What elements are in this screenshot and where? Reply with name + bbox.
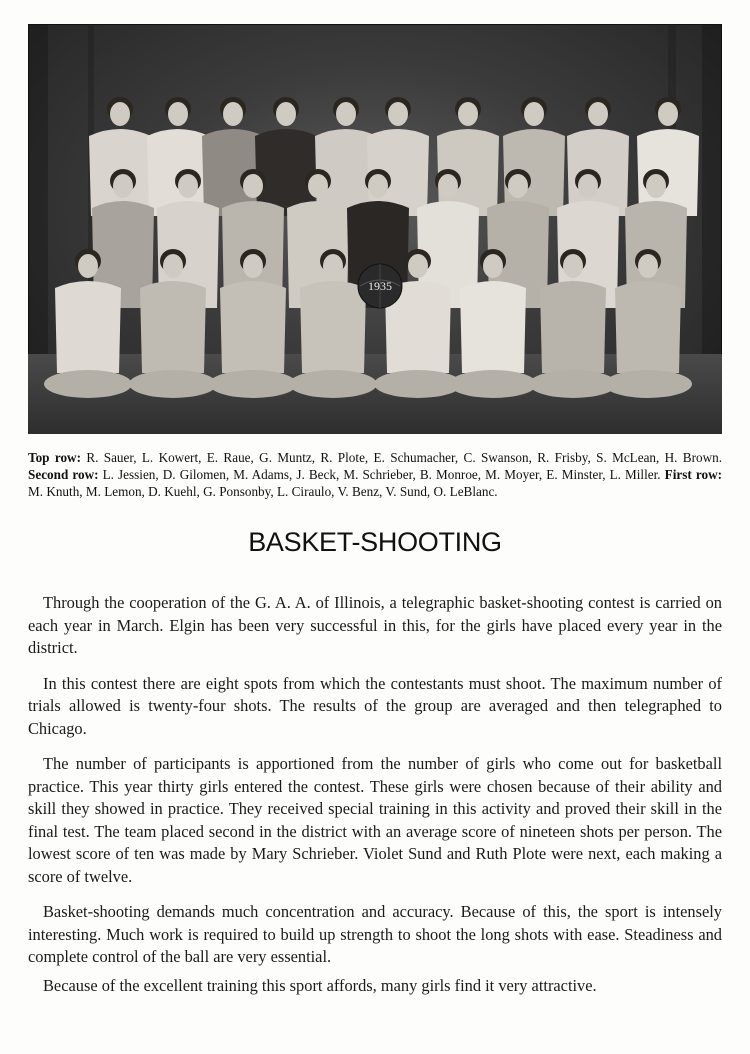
team-photo-illustration bbox=[28, 24, 722, 434]
top-row-girl bbox=[503, 97, 565, 216]
caption-first-row-label: First row: bbox=[664, 467, 722, 483]
top-row-girl bbox=[255, 97, 317, 216]
paragraph: In this contest there are eight spots from which the contestants must shoot. The maximum number of trials allowed is twenty-four shots. The results of the group are averaged and then telegraphed to Chicago. bbox=[28, 673, 722, 738]
caption-top-row-label: Top row: bbox=[28, 450, 81, 465]
team-photograph bbox=[28, 24, 722, 434]
caption-second-row-names: L. Jessien, D. Gilomen, M. Adams, J. Beck, M. Schrieber, B. Monroe, M. Moyer, E. Minster, L. Miller. bbox=[98, 467, 661, 483]
crossed-legs bbox=[44, 370, 132, 398]
crossed-legs bbox=[374, 370, 462, 398]
crossed-legs bbox=[289, 370, 377, 398]
top-row-girl bbox=[202, 97, 264, 216]
caption-top-row-names: R. Sauer, L. Kowert, E. Raue, G. Muntz, R. Plote, E. Schumacher, C. Swanson, R. Frisby, S. McLean, H. Brown. bbox=[80, 450, 723, 465]
paragraph: Through the cooperation of the G. A. A. of Illinois, a telegraphic basket-shooting contest is carried on each year in March. Elgin has been very successful in this, for the girls have placed every year in the district. bbox=[28, 593, 722, 657]
top-row-girl bbox=[147, 97, 209, 216]
top-row-figures bbox=[89, 97, 699, 216]
top-row-girl bbox=[637, 97, 699, 216]
basketball bbox=[358, 264, 402, 308]
top-row-girl bbox=[367, 97, 429, 216]
paragraph: The number of participants is apportioned from the number of girls who come out for basketball practice. This year thirty girls entered the contest. These girls were chosen because of their ability and skill they showed in practice. They received special training in this activity and proved their skill in the final test. The team placed second in the district with an average score of nineteen shots per person. The lowest score of ten was made by Mary Schrieber. Violet Sund and Ruth Plote were next, each making a score of twelve. bbox=[28, 754, 722, 886]
top-row-girl bbox=[89, 97, 151, 216]
caption-first-row-names: M. Knuth, M. Lemon, D. Kuehl, G. Ponsonby, L. Ciraulo, V. Benz, V. Sund, O. LeBlanc. bbox=[28, 484, 498, 500]
crossed-legs bbox=[449, 370, 537, 398]
paragraph: Basket-shooting demands much concentration and accuracy. Because of this, the sport is intensely interesting. Much work is required to build up strength to shoot the long shots with ease. Steadiness and complete control of the ball are very essential. bbox=[28, 902, 722, 966]
article-body bbox=[28, 592, 722, 997]
basketball-year-label: 1935 bbox=[368, 279, 392, 293]
caption-second-row-label: Second row: bbox=[28, 467, 99, 483]
section-heading: BASKET-SHOOTING bbox=[248, 527, 502, 557]
crossed-legs bbox=[209, 370, 297, 398]
top-row-girl bbox=[437, 97, 499, 216]
crossed-legs bbox=[604, 370, 692, 398]
crossed-legs bbox=[129, 370, 217, 398]
paragraph: Because of the excellent training this sport affords, many girls find it very attractive. bbox=[43, 975, 597, 995]
photo-caption bbox=[28, 449, 722, 501]
crossed-legs bbox=[529, 370, 617, 398]
top-row-girl bbox=[567, 97, 629, 216]
